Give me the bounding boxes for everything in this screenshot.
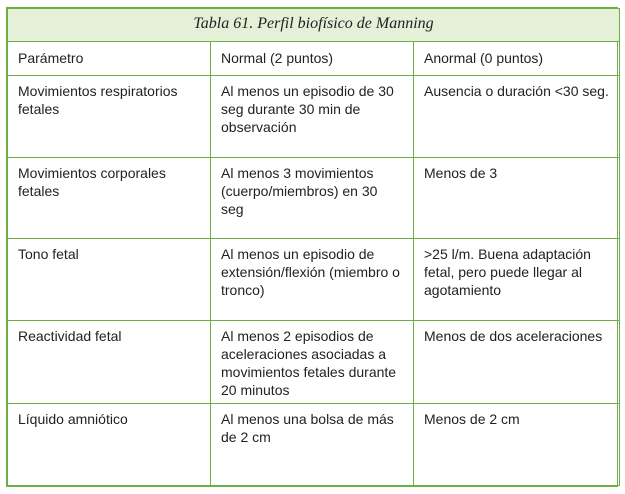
cell-parametro: Movimientos respiratorios fetales — [8, 76, 211, 158]
table-row — [8, 76, 620, 158]
header-parametro: Parámetro — [8, 42, 211, 76]
cell-parametro: Movimientos corporales fetales — [8, 157, 211, 239]
cell-anormal: Menos de dos aceleraciones — [414, 320, 620, 404]
table-row — [8, 404, 620, 486]
cell-normal: Al menos un episodio de extensión/flexión (miembro o tronco) — [211, 239, 414, 321]
manning-table-container — [6, 7, 618, 487]
cell-parametro: Líquido amniótico — [8, 404, 211, 486]
cell-parametro: Reactividad fetal — [8, 320, 211, 404]
manning-biophysical-profile-table — [7, 8, 620, 486]
cell-normal: Al menos una bolsa de más de 2 cm — [211, 404, 414, 486]
table-title-row — [8, 9, 620, 42]
header-anormal: Anormal (0 puntos) — [414, 42, 620, 76]
cell-normal: Al menos 3 movimientos (cuerpo/miembros) en 30 seg — [211, 157, 414, 239]
cell-normal: Al menos 2 episodios de aceleraciones asociadas a movimientos fetales durante 20 minutos — [211, 320, 414, 404]
cell-anormal: Menos de 3 — [414, 157, 620, 239]
cell-parametro: Tono fetal — [8, 239, 211, 321]
table-row — [8, 320, 620, 404]
cell-anormal: Ausencia o duración <30 seg. — [414, 76, 620, 158]
cell-anormal: >25 l/m. Buena adaptación fetal, pero puede llegar al agotamiento — [414, 239, 620, 321]
table-header-row — [8, 42, 620, 76]
header-normal: Normal (2 puntos) — [211, 42, 414, 76]
table-row — [8, 239, 620, 321]
cell-normal: Al menos un episodio de 30 seg durante 30 min de observación — [211, 76, 414, 158]
cell-anormal: Menos de 2 cm — [414, 404, 620, 486]
table-title: Tabla 61. Perfil biofísico de Manning — [8, 9, 620, 42]
table-row — [8, 157, 620, 239]
